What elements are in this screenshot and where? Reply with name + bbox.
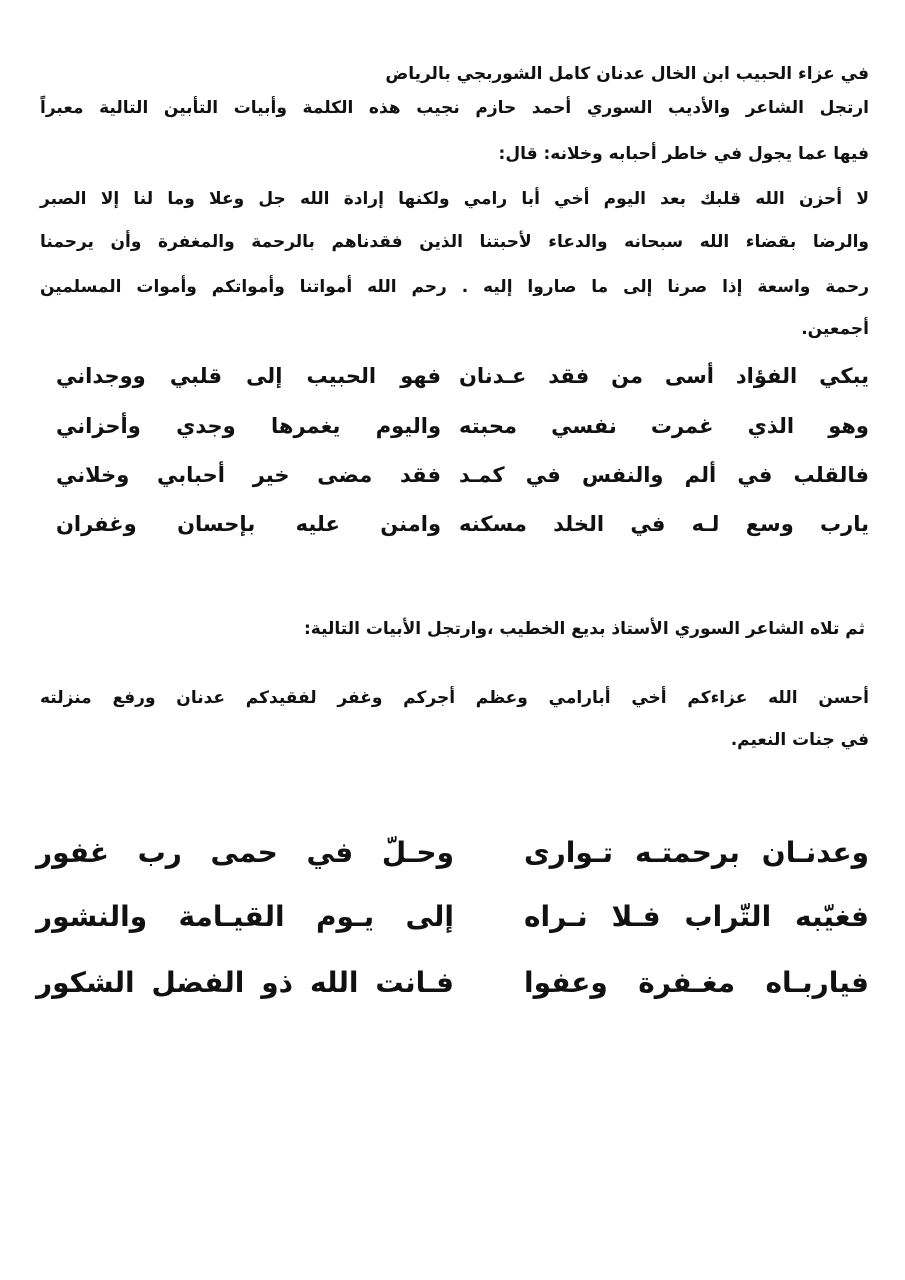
- hemistich-right: يبكي الفؤاد أسى من فقد عـدنان: [459, 364, 869, 388]
- intro-line: والرضا بقضاء الله سبحانه والدعاء لأحبتنا الذين فقدناهم بالرحمة والمغفرة وأن يرحمنا: [40, 232, 869, 252]
- hemistich-left: وامنن عليه بإحسان وغفران: [56, 512, 441, 536]
- intro-title: في عزاء الحبيب ابن الخال عدنان كامل الشوربجي بالرياض: [385, 64, 869, 84]
- hemistich-left: فهو الحبيب إلى قلبي ووجداني: [56, 364, 441, 388]
- hemistich-left: فـانت الله ذو الفضل الشكور: [36, 966, 454, 999]
- intro-line: أجمعين.: [801, 319, 869, 339]
- hemistich-right: وهو الذي غمرت نفسي محبته: [459, 414, 869, 438]
- condolence-line: في جنات النعيم.: [730, 730, 869, 750]
- intro-line: ارتجل الشاعر والأديب السوري أحمد حازم نجيب هذه الكلمة وأبيات التأبين التالية معبراً: [40, 98, 869, 118]
- intro-line: رحمة واسعة إذا صرنا إلى ما صاروا إليه . رحم الله أمواتنا وأمواتكم وأموات المسلمين: [40, 277, 869, 297]
- hemistich-right: وعدنـان برحمتـه تـوارى: [524, 836, 869, 869]
- transition-line: ثم تلاه الشاعر السوري الأستاذ بديع الخطيب ،وارتجل الأبيات التالية:: [303, 619, 865, 639]
- hemistich-left: وحـلّ في حمى رب غفور: [36, 836, 454, 869]
- condolence-line: أحسن الله عزاءكم أخي أبارامي وعظم أجركم وغفر لفقيدكم عدنان ورفع منزلته: [40, 688, 869, 708]
- hemistich-left: فقد مضى خير أحبابي وخلاني: [56, 463, 441, 487]
- hemistich-right: فياربـاه مغـفرة وعفوا: [524, 966, 869, 999]
- hemistich-left: واليوم يغمرها وجدي وأحزاني: [56, 414, 441, 438]
- hemistich-right: فالقلب في ألم والنفس في كمـد: [459, 463, 869, 487]
- hemistich-right: يارب وسع لـه في الخلد مسكنه: [459, 512, 869, 536]
- hemistich-left: إلى يـوم القيـامة والنشور: [36, 900, 454, 933]
- intro-line: لا أحزن الله قلبك بعد اليوم أخي أبا رامي ولكنها إرادة الله جل وعلا وما لنا إلا الصبر: [40, 189, 869, 209]
- intro-line: فيها عما يجول في خاطر أحبابه وخلانه: قال:: [498, 144, 869, 164]
- hemistich-right: فغيّبه التّراب فـلا نـراه: [524, 900, 869, 933]
